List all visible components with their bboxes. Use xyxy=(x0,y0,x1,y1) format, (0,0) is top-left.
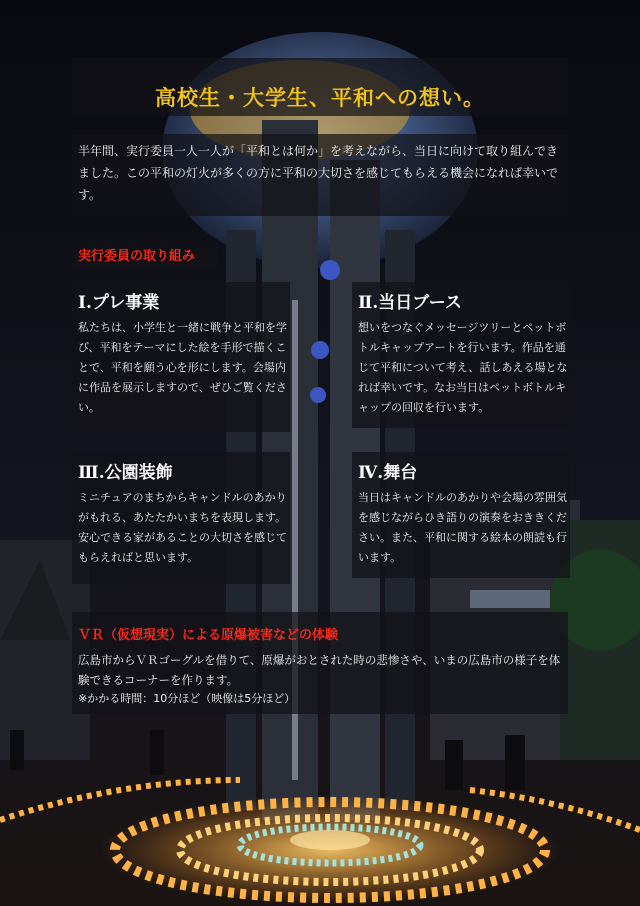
vr-heading: ＶＲ（仮想現実）による原爆被害などの体験 xyxy=(78,628,339,643)
section-heading: Ⅲ.公園装飾 xyxy=(78,463,173,483)
intro-text: 半年間、実行委員一人一人が「平和とは何か」を考えながら、当日に向けて取り組んできました。この平和の灯火が多くの方に平和の大切さを感じてもらえる機会になれば幸いです。 xyxy=(78,144,559,202)
vr-panel xyxy=(72,612,568,714)
section-heading: Ⅱ.当日ブース xyxy=(358,293,462,313)
section-label-panel xyxy=(72,240,218,268)
section-park-decoration xyxy=(72,452,290,584)
intro-panel xyxy=(72,134,568,216)
section-body: 想いをつなぐメッセージツリーとペットボトルキャップアートを行います。作品を通じて平和について考え、話しあえる場となれば幸いです。なお当日はペットボトルキャップの回収を行います。 xyxy=(358,321,568,414)
section-heading: Ⅳ.舞台 xyxy=(358,463,418,483)
section-body: 当日はキャンドルのあかりや会場の雰囲気を感じながらひき語りの演奏をおききください。また、平和に関する絵本の朗読も行います。 xyxy=(358,491,567,564)
section-booth xyxy=(352,282,570,428)
section-label: 実行委員の取り組み xyxy=(78,249,196,264)
section-body: 私たちは、小学生と一緒に戦争と平和を学び、平和をテーマにした絵を手形で描くことで、平和を願う心を形にします。会場内に作品を展示しますので、ぜひご覧ください。 xyxy=(78,321,287,414)
vr-body: 広島市からＶＲゴーグルを借りて、原爆がおとされた時の悲惨さや、いまの広島市の様子を体験できるコーナーを作ります。 xyxy=(78,653,561,687)
section-body: ミニチュアのまちからキャンドルのあかりがもれる、あたたかいまちを表現します。安心できる家があることの大切さを感じてもらえればと思います。 xyxy=(78,491,287,564)
title-panel xyxy=(72,58,568,116)
page-title: 高校生・大学生、平和への想い。 xyxy=(155,85,485,110)
section-stage xyxy=(352,452,570,578)
section-pre-event xyxy=(72,282,290,432)
section-heading: Ⅰ.プレ事業 xyxy=(78,293,160,313)
vr-note: ※かかる時間：10分ほど（映像は5分ほど） xyxy=(78,692,296,705)
